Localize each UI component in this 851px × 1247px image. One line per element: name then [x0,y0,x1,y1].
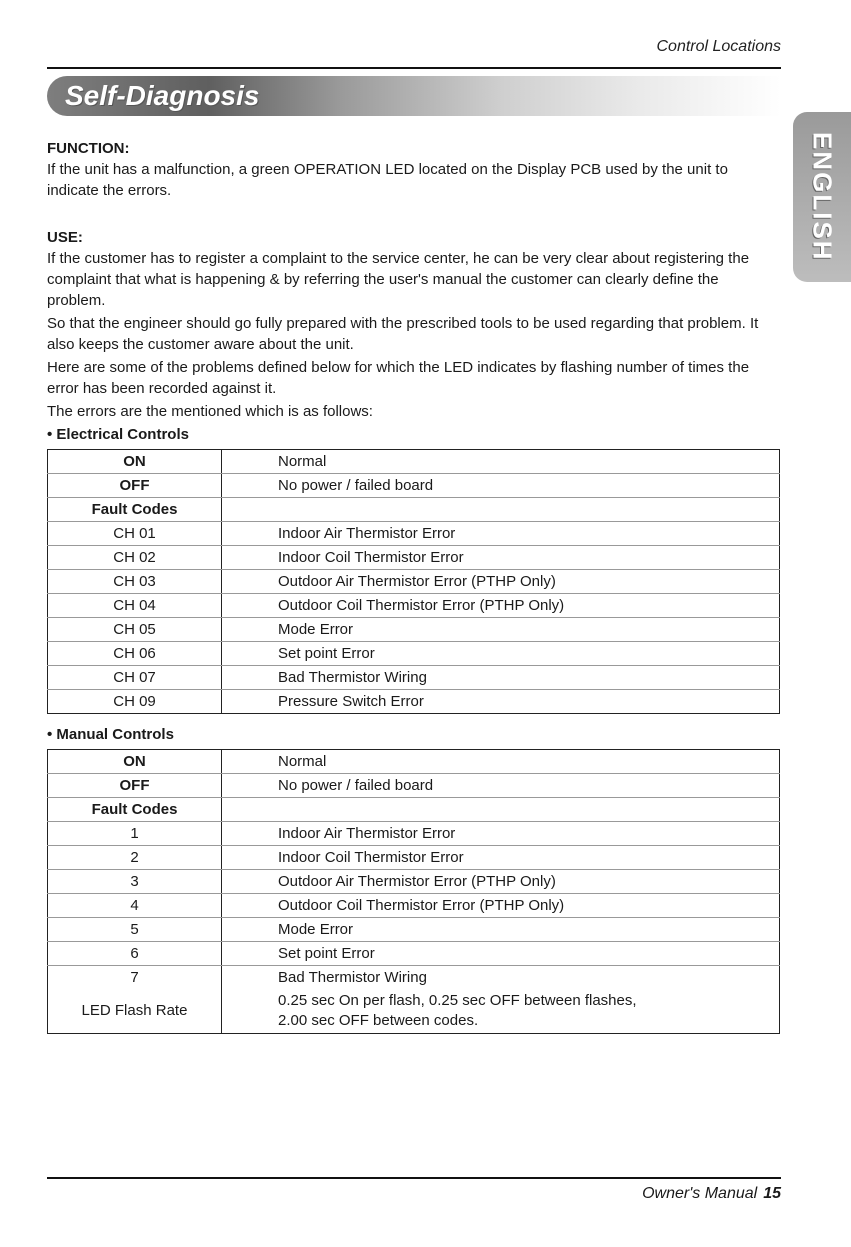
banner-title: Self-Diagnosis [65,80,260,111]
table-row [48,570,780,594]
code-cell: 1 [48,822,222,846]
page-footer [642,1185,781,1203]
table-row [48,894,780,918]
section-title: Control Locations [656,38,781,55]
code-cell: 2 [48,846,222,870]
code-cell: OFF [48,474,222,498]
table-row [48,918,780,942]
manual-name: Owner's Manual [642,1185,758,1202]
code-cell: Fault Codes [48,498,222,522]
page-number: 15 [763,1185,781,1202]
code-cell: OFF [48,774,222,798]
table-row [48,942,780,966]
use-heading: USE: [47,229,83,246]
description-cell: Mode Error [222,618,780,642]
description-cell: Indoor Coil Thermistor Error [222,846,780,870]
description-cell [222,498,780,522]
table-row [48,750,780,774]
description-cell: No power / failed board [222,774,780,798]
bottom-rule [47,1177,781,1179]
description-cell: Outdoor Air Thermistor Error (PTHP Only) [222,570,780,594]
code-cell: CH 04 [48,594,222,618]
table-row [48,618,780,642]
top-rule [47,67,781,69]
table-row [48,966,780,990]
flash-rate-value [222,989,780,1034]
table-row [48,594,780,618]
description-cell: Bad Thermistor Wiring [222,666,780,690]
code-cell: CH 05 [48,618,222,642]
description-cell: Normal [222,450,780,474]
code-cell: CH 03 [48,570,222,594]
code-cell: 4 [48,894,222,918]
table-row [48,870,780,894]
table-row [48,450,780,474]
table-row [48,822,780,846]
code-cell: Fault Codes [48,798,222,822]
code-cell: ON [48,750,222,774]
use-paragraph-4: The errors are the mentioned which is as follows: [47,403,373,420]
main-content [47,140,780,1034]
manual-heading: • Manual Controls [47,726,174,743]
code-cell: CH 07 [48,666,222,690]
table-row [48,666,780,690]
use-paragraph-1: If the customer has to register a complaint to the service center, he can be very clear about registering the complaint that what is happening & by referring the user's manual the customer can clearly define the problem. [47,250,750,309]
description-cell: Set point Error [222,642,780,666]
flash-rate-label: LED Flash Rate [48,989,222,1034]
code-cell: CH 06 [48,642,222,666]
table-row [48,690,780,714]
description-cell: Indoor Air Thermistor Error [222,822,780,846]
description-cell: Pressure Switch Error [278,693,424,710]
description-cell: Indoor Coil Thermistor Error [222,546,780,570]
use-paragraph-3: Here are some of the problems defined below for which the LED indicates by flashing number of times the error has been recorded against it. [47,359,750,397]
description-cell: Outdoor Air Thermistor Error (PTHP Only) [222,870,780,894]
table-row [48,846,780,870]
code-cell: 5 [48,918,222,942]
function-text: If the unit has a malfunction, a green OPERATION LED located on the Display PCB used by the unit to indicate the errors. [47,161,728,199]
flash-rate-line-1: 0.25 sec On per flash, 0.25 sec OFF between flashes, [278,992,637,1009]
code-cell: CH 01 [48,522,222,546]
code-cell: CH 02 [48,546,222,570]
code-cell: CH 09 [48,690,222,714]
code-cell: ON [48,450,222,474]
description-cell: Normal [222,750,780,774]
use-paragraph-2: So that the engineer should go fully prepared with the prescribed tools to be used regarding that problem. It also keeps the customer aware about the unit. [47,315,759,353]
code-cell: 3 [48,870,222,894]
description-cell: Outdoor Coil Thermistor Error (PTHP Only) [222,894,780,918]
table-row [48,474,780,498]
function-heading: FUNCTION: [47,140,130,157]
language-tab [793,112,851,282]
description-cell: Bad Thermistor Wiring [278,969,427,986]
description-cell: Set point Error [222,942,780,966]
flash-rate-line-2: 2.00 sec OFF between codes. [278,1012,479,1029]
table-row [48,642,780,666]
table-row [48,498,780,522]
description-cell: No power / failed board [222,474,780,498]
code-cell: 7 [48,966,222,990]
section-banner [47,76,781,116]
table-row [48,522,780,546]
electrical-heading: • Electrical Controls [47,426,189,443]
description-cell [222,798,780,822]
description-cell: Indoor Air Thermistor Error [222,522,780,546]
description-cell: Mode Error [222,918,780,942]
manual-table [47,749,780,1034]
electrical-table [47,449,780,714]
table-row [48,546,780,570]
language-tab-label: ENGLISH [807,132,838,262]
table-row [48,774,780,798]
code-cell: 6 [48,942,222,966]
flash-rate-row [48,989,780,1034]
table-row [48,798,780,822]
description-cell: Outdoor Coil Thermistor Error (PTHP Only) [222,594,780,618]
